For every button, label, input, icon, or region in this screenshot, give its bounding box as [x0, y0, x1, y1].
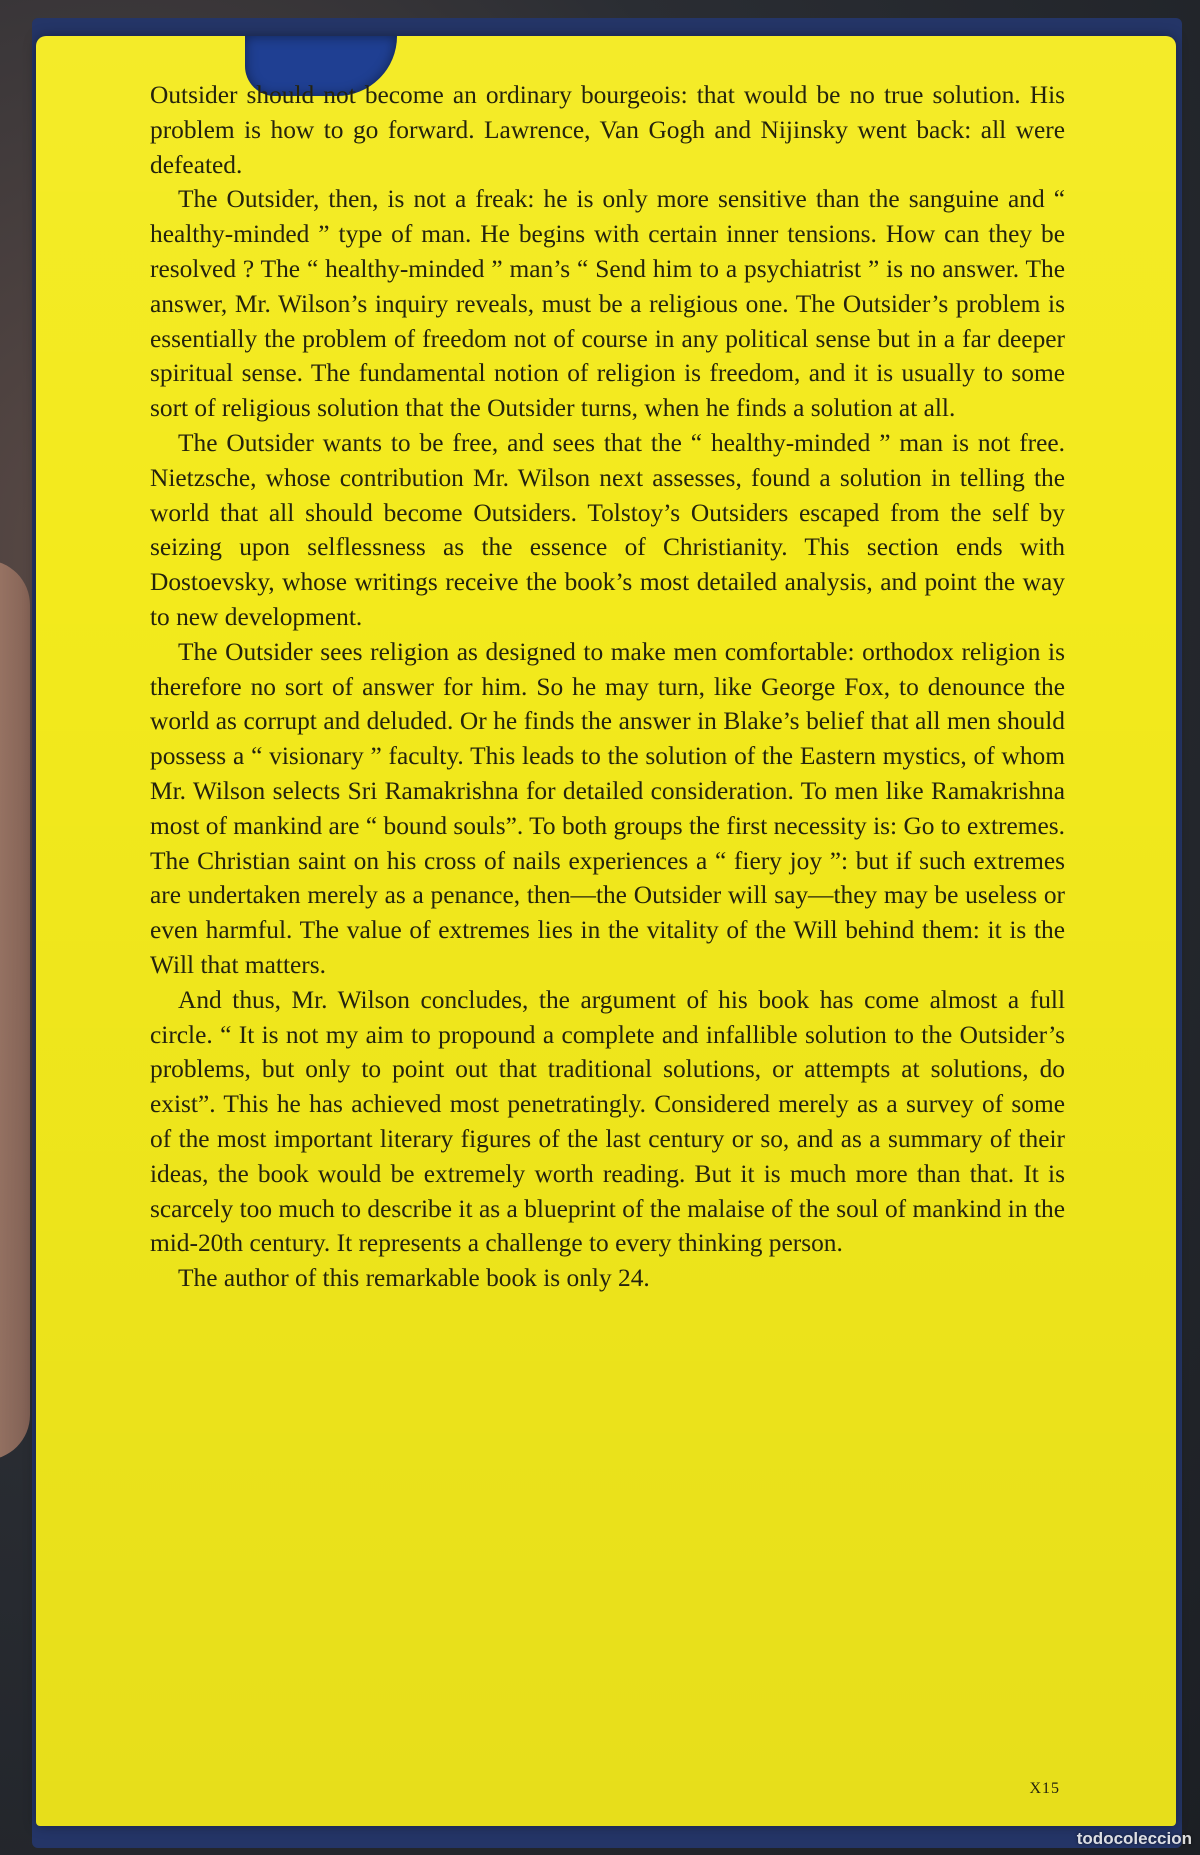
holding-hand	[0, 560, 30, 1460]
paragraph: The author of this remarkable book is only 24.	[178, 1264, 650, 1293]
paragraph: Outsider should not become an ordinary bourgeois: that would be no true solution. His problem is how to go forward. Lawrence, Van Gogh and Nijinsky went back: all were defeated.	[150, 81, 1065, 179]
page-code: X15	[1029, 1780, 1060, 1797]
paragraph: And thus, Mr. Wilson concludes, the argument of his book has come almost a full circle. “ It is not my aim to propound a complete and infallible solution to the Outsider’s problems, but only to point out that traditional solutions, or attempts at solutions, do exist”. This he has achieved most penetratingly. Considered merely as a survey of some of the most important literary figures of the last century or so, and as a summary of their ideas, the book would be extremely worth reading. But it is much more than that. It is scarcely too much to describe it as a blueprint of the malaise of the soul of mankind in the mid-20th century. It represents a challenge to every thinking person.	[150, 985, 1065, 1258]
paragraph: The Outsider, then, is not a freak: he is only more sensitive than the sanguine and “ healthy-minded ” type of man. He begins with certain inner tensions. How can they be resolved ? The “ healthy-minded ” man’s “ Send him to a psychiatrist ” is no answer. The answer, Mr. Wilson’s inquiry reveals, must be a religious one. The Outsider’s problem is essentially the problem of freedom not of course in any political sense but in a far deeper spiritual sense. The fundamental notion of religion is freedom, and it is usually to some sort of religious solution that the Outsider turns, when he finds a solution at all.	[150, 185, 1065, 423]
watermark: todocoleccion	[1076, 1829, 1192, 1848]
paragraph: The Outsider wants to be free, and sees that the “ healthy-minded ” man is not free. Nietzsche, whose contribution Mr. Wilson next assesses, found a solution in telling the world that all should become Outsiders. Tolstoy’s Outsiders escaped from the self by seizing upon selflessness as the essence of Christianity. This section ends with Dostoevsky, whose writings receive the book’s most detailed analysis, and point the way to new development.	[150, 428, 1065, 631]
jacket-blurb-text	[150, 78, 1065, 1296]
paragraph: The Outsider sees religion as designed to make men comfortable: orthodox religion is therefore no sort of answer for him. So he may turn, like George Fox, to denounce the world as corrupt and deluded. Or he finds the answer in Blake’s belief that all men should possess a “ visionary ” faculty. This leads to the solution of the Eastern mystics, of whom Mr. Wilson selects Sri Ramakrishna for detailed consideration. To men like Ramakrishna most of mankind are “ bound souls”. To both groups the first necessity is: Go to extremes. The Christian saint on his cross of nails experiences a “ fiery joy ”: but if such extremes are undertaken merely as a penance, then—the Outsider will say—they may be useless or even harmful. The value of extremes lies in the vitality of the Will behind them: it is the Will that matters.	[150, 637, 1065, 979]
